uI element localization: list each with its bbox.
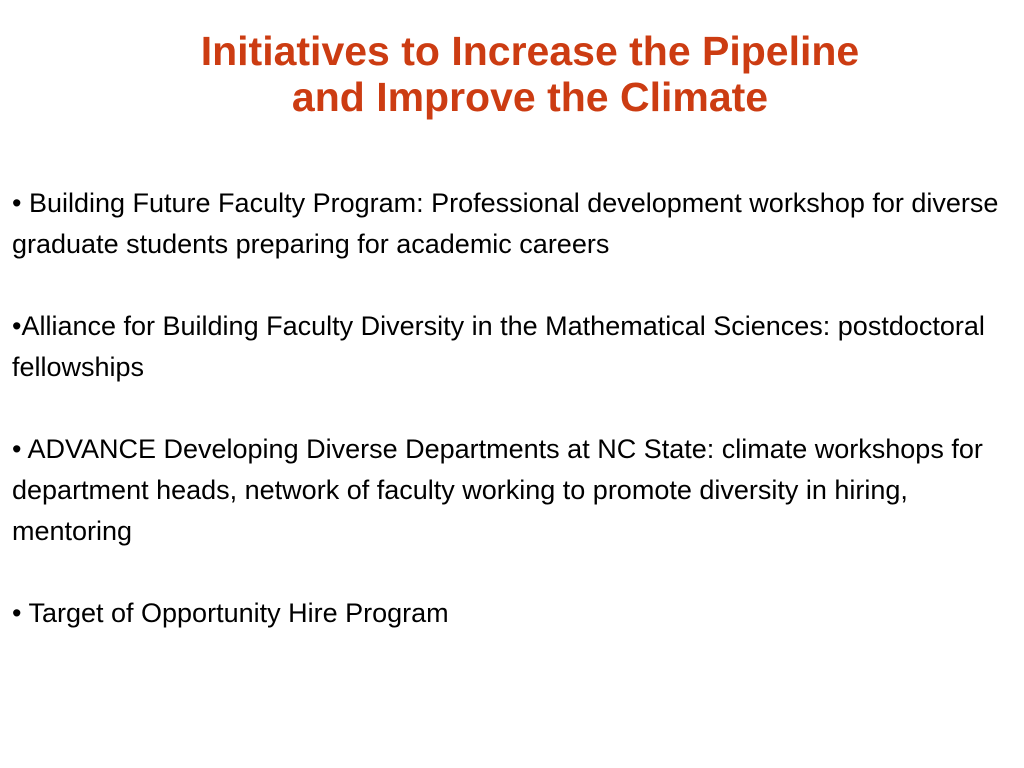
bullet-list <box>12 183 1012 675</box>
bullet-target-of-opportunity: • Target of Opportunity Hire Program <box>12 598 449 628</box>
bullet-alliance-faculty-diversity: •Alliance for Building Faculty Diversity in the Mathematical Sciences: postdoctoral fellowships <box>12 311 985 382</box>
slide-title-line-1: Initiatives to Increase the Pipeline <box>200 28 860 74</box>
slide-title-line-2: and Improve the Climate <box>291 74 769 120</box>
bullet-advance-diverse-departments: • ADVANCE Developing Diverse Departments at NC State: climate workshops for department heads, network of faculty working to promote diversity in hiring, mentoring <box>12 434 983 546</box>
bullet-building-future-faculty: • Building Future Faculty Program: Professional development workshop for diverse graduate students preparing for academic careers <box>12 188 999 259</box>
slide-title <box>60 28 1000 120</box>
